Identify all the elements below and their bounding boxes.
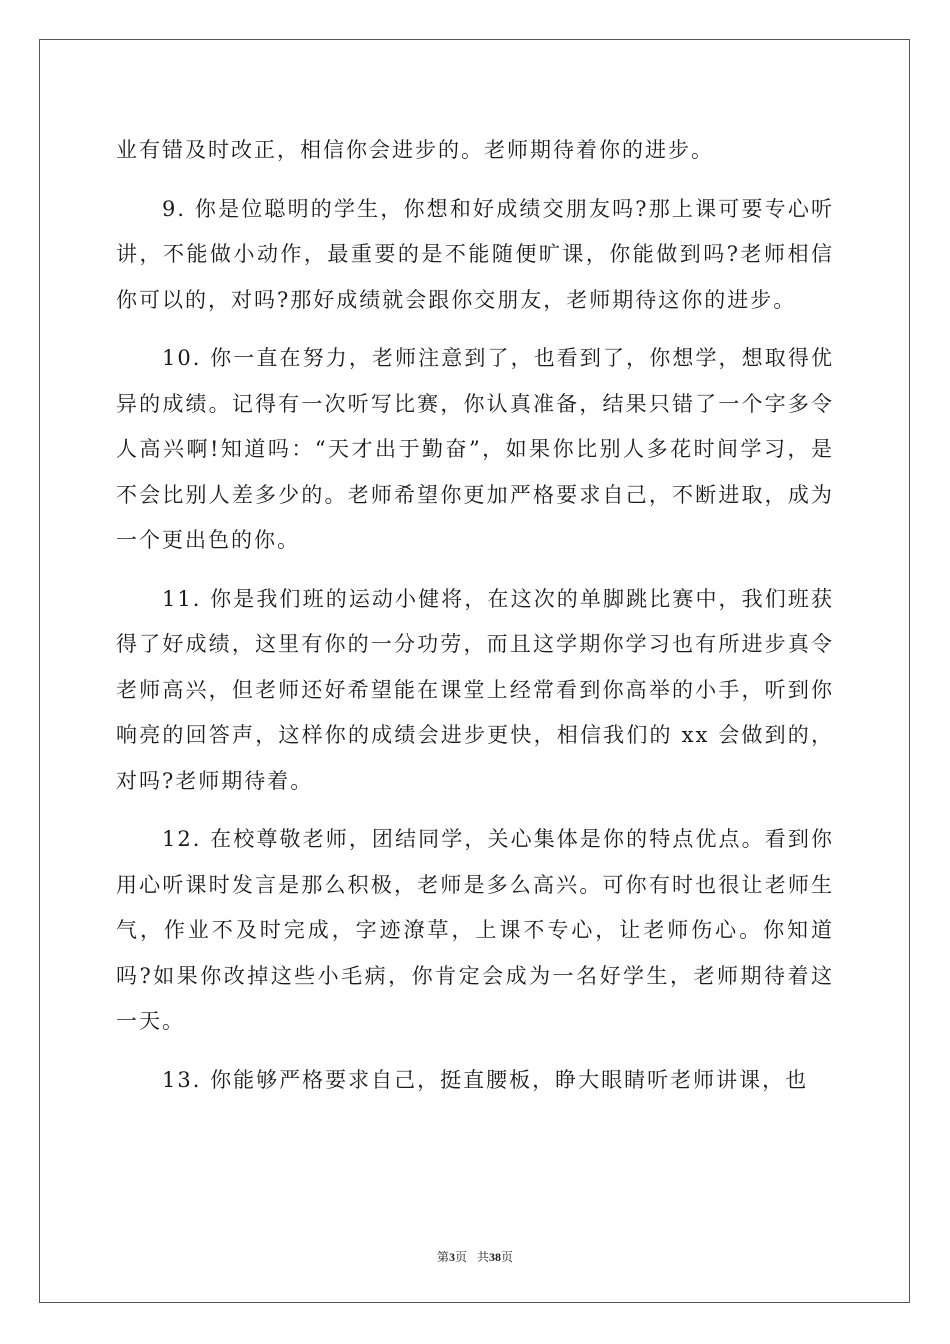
footer-page-suffix: 页 [454, 1250, 467, 1264]
page-footer [0, 1249, 950, 1265]
paragraph-item-10: 10. 你一直在努力，老师注意到了，也看到了，你想学，想取得优异的成绩。记得有一次听写比赛，你认真准备，结果只错了一个字多令人高兴啊!知道吗：“天才出于勤奋”，如果你比别人多花时间学习，是不会比别人差多少的。老师希望你更加严格要求自己，不断进取，成为一个更出色的你。 [116, 346, 834, 552]
paragraph-item-9: 9. 你是位聪明的学生，你想和好成绩交朋友吗?那上课可要专心听讲，不能做小动作，最重要的是不能随便旷课，你能做到吗?老师相信你可以的，对吗?那好成绩就会跟你交朋友，老师期待这你的进步。 [116, 196, 834, 312]
paragraph-item-13: 13. 你能够严格要求自己，挺直腰板，睁大眼睛听老师讲课，也 [162, 1067, 809, 1092]
footer-page-number: 3 [448, 1250, 455, 1264]
footer-total-prefix: 共 [477, 1250, 490, 1264]
footer-total-pages: 38 [489, 1250, 502, 1264]
paragraph-item-11: 11. 你是我们班的运动小健将，在这次的单脚跳比赛中，我们班获得了好成绩，这里有你的一分功劳，而且这学期你学习也有所进步真令老师高兴，但老师还好希望能在课堂上经常看到你高举的小手，听到你响亮的回答声，这样你的成绩会进步更快，相信我们的 xx 会做到的，对吗?老师期待着。 [116, 586, 834, 793]
footer-page-prefix: 第 [436, 1250, 449, 1264]
document-body [116, 128, 834, 1116]
paragraph-continuation: 业有错及时改正，相信你会进步的。老师期待着你的进步。 [116, 138, 714, 162]
footer-total-suffix: 页 [501, 1250, 514, 1264]
paragraph-item-12: 12. 在校尊敬老师，团结同学，关心集体是你的特点优点。看到你用心听课时发言是那么积极，老师是多么高兴。可你有时也很让老师生气，作业不及时完成，字迹潦草，上课不专心，让老师伤心。你知道吗?如果你改掉这些小毛病，你肯定会成为一名好学生，老师期待着这一天。 [116, 827, 834, 1033]
